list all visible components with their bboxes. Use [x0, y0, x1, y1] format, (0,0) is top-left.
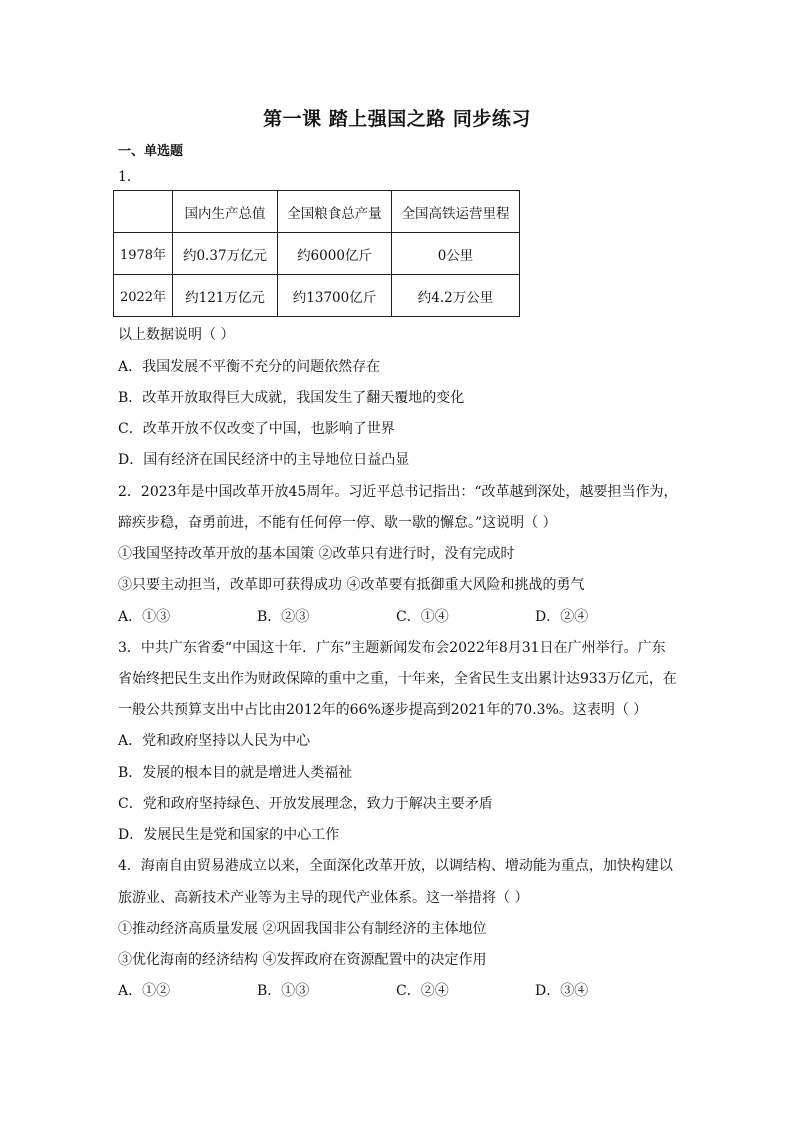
question-3-option-a[interactable]: A．党和政府坚持以人民为中心 [118, 733, 311, 749]
question-2-statement-line: ③只要主动担当，改革即可获得成功 ④改革要有抵御重大风险和挑战的勇气 [118, 577, 585, 593]
data-table [113, 190, 520, 317]
question-4-option-d[interactable]: D．③④ [535, 983, 589, 999]
question-2-stem-line: 蹄疾步稳，奋勇前进，不能有任何停一停、歇一歇的懈怠。”这说明（ ） [118, 515, 557, 531]
table-header-cell: 全国粮食总产量 [278, 191, 392, 233]
section-heading: 一、单选题 [118, 144, 184, 159]
question-1-number: 1． [118, 169, 141, 185]
table-cell: 0公里 [392, 233, 520, 275]
table-cell: 约6000亿斤 [278, 233, 392, 275]
question-2-option-c[interactable]: C．①④ [396, 609, 449, 625]
question-3-option-d[interactable]: D．发展民生是党和国家的中心工作 [118, 827, 340, 843]
question-2-option-b[interactable]: B．②③ [257, 609, 310, 625]
question-4-statement-line: ③优化海南的经济结构 ④发挥政府在资源配置中的决定作用 [118, 952, 487, 968]
question-1-option-a[interactable]: A．我国发展不平衡不充分的问题依然存在 [118, 359, 381, 375]
table-header-cell: 国内生产总值 [173, 191, 278, 233]
question-4-stem-line: 旅游业、高新技术产业等为主导的现代产业体系。这一举措将（ ） [118, 890, 529, 906]
table-cell: 1978年 [114, 233, 173, 275]
question-4-option-a[interactable]: A．①② [118, 983, 171, 999]
table-cell: 约0.37万亿元 [173, 233, 278, 275]
question-2-stem-line: 2．2023年是中国改革开放45周年。习近平总书记指出：“改革越到深处，越要担当作为， [118, 484, 678, 500]
page-title: 第一课 踏上强国之路 同步练习 [263, 108, 531, 130]
question-1-option-b[interactable]: B．改革开放取得巨大成就，我国发生了翻天覆地的变化 [118, 390, 465, 406]
question-1-option-c[interactable]: C．改革开放不仅改变了中国，也影响了世界 [118, 421, 395, 437]
question-4-option-b[interactable]: B．①③ [257, 983, 310, 999]
table-row [114, 275, 520, 317]
question-2-option-d[interactable]: D．②④ [535, 609, 589, 625]
question-1-stem: 以上数据说明（ ） [118, 327, 235, 343]
table-cell: 2022年 [114, 275, 173, 317]
table-row [114, 233, 520, 275]
table-cell: 约13700亿斤 [278, 275, 392, 317]
table-cell: 约121万亿元 [173, 275, 278, 317]
question-4-option-c[interactable]: C．②④ [396, 983, 449, 999]
table-header-row [114, 191, 520, 233]
question-2-statement-line: ①我国坚持改革开放的基本国策 ②改革只有进行时，没有完成时 [118, 546, 515, 562]
question-3-stem-line: 3．中共广东省委“中国这十年．广东”主题新闻发布会2022年8月31日在广州举行。广东 [118, 640, 666, 656]
table-header-cell: 全国高铁运营里程 [392, 191, 520, 233]
table-cell: 约4.2万公里 [392, 275, 520, 317]
table-header-cell [114, 191, 173, 233]
question-4-stem-line: 4．海南自由贸易港成立以来，全面深化改革开放，以调结构、增动能为重点，加快构建以 [118, 858, 673, 874]
question-4-statement-line: ①推动经济高质量发展 ②巩固我国非公有制经济的主体地位 [118, 921, 487, 937]
question-3-option-b[interactable]: B．发展的根本目的就是增进人类福祉 [118, 765, 353, 781]
question-3-option-c[interactable]: C．党和政府坚持绿色、开放发展理念，致力于解决主要矛盾 [118, 796, 493, 812]
question-2-option-a[interactable]: A．①③ [118, 609, 171, 625]
question-3-stem-line: 一般公共预算支出中占比由2012年的66%逐步提高到2021年的70.3%。这表明（ ） [118, 702, 648, 718]
question-3-stem-line: 省始终把民生支出作为财政保障的重中之重，十年来，全省民生支出累计达933万亿元，在 [118, 671, 677, 687]
question-1-option-d[interactable]: D．国有经济在国民经济中的主导地位日益凸显 [118, 452, 410, 468]
